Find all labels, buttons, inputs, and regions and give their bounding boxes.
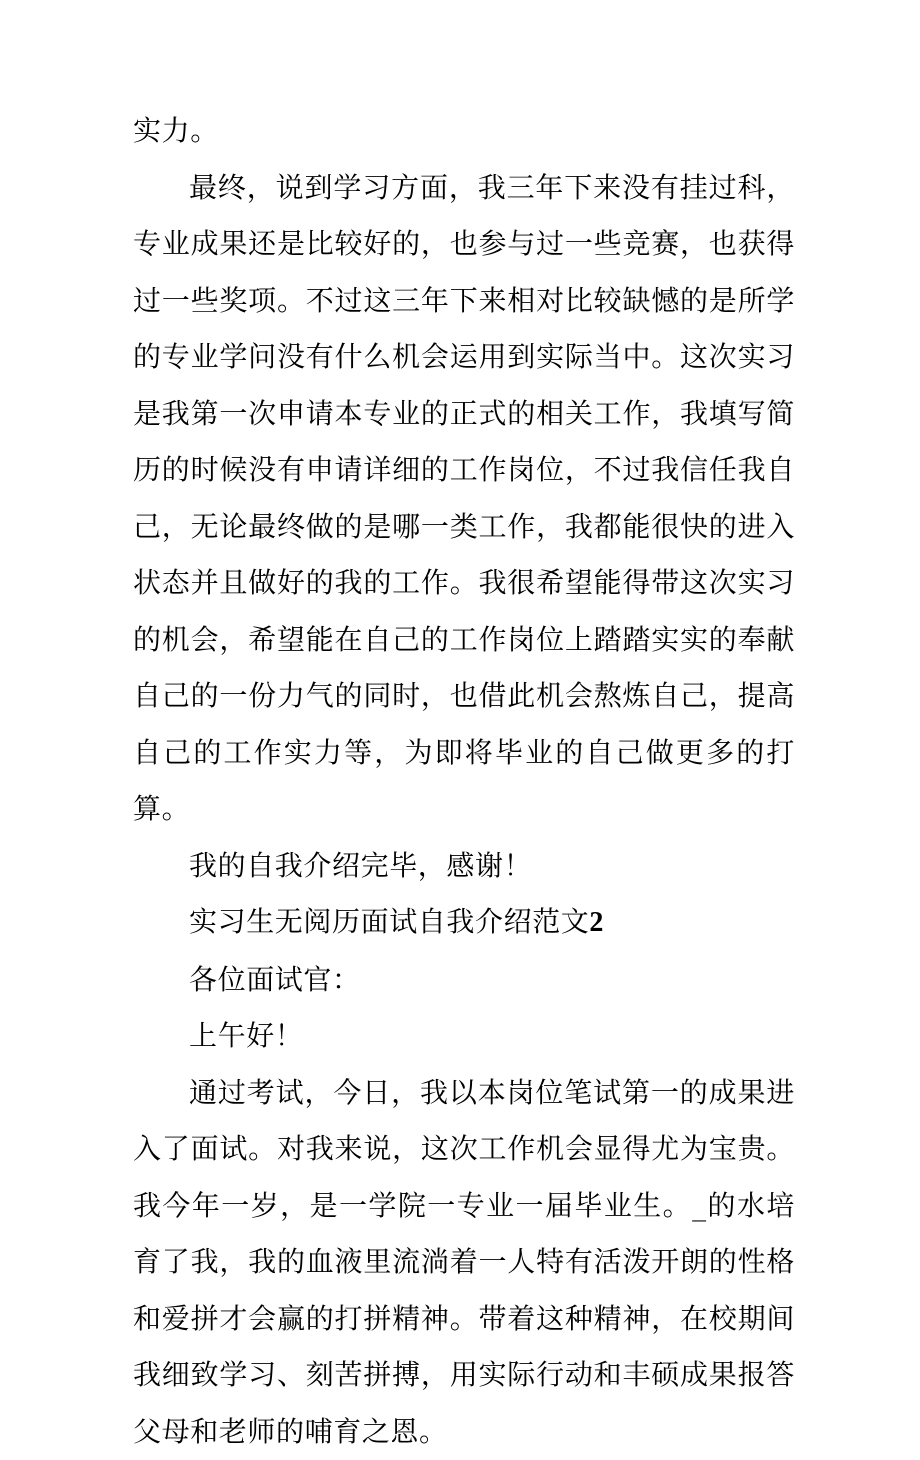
section-heading — [133, 894, 795, 952]
greeting-line: 各位面试官： — [133, 952, 795, 1009]
paragraph-intro: 通过考试，今日，我以本岗位笔试第一的成果进入了面试。对我来说，这次工作机会显得尤为宝贵。我今年一岁，是一学院一专业一届毕业生。_的水培育了我，我的血液里流淌着一人特有活泼开朗的性格和爱拼才会赢的打拼精神。带着这种精神，在校期间我细致学习、刻苦拼搏，用实际行动和丰硕成果报答父母和老师的哺育之恩。 — [133, 1065, 795, 1460]
section-heading-number: 2 — [589, 907, 604, 938]
paragraph-closing: 我的自我介绍完毕，感谢！ — [133, 838, 795, 895]
paragraph-continuation: 实力。 — [133, 103, 795, 160]
paragraph-study: 最终，说到学习方面，我三年下来没有挂过科，专业成果还是比较好的，也参与过一些竞赛，也获得过一些奖项。不过这三年下来相对比较缺憾的是所学的专业学问没有什么机会运用到实际当中。这次实习是我第一次申请本专业的正式的相关工作，我填写简历的时候没有申请详细的工作岗位，不过我信任我自己，无论最终做的是哪一类工作，我都能很快的进入状态并且做好的我的工作。我很希望能得带这次实习的机会，希望能在自己的工作岗位上踏踏实实的奉献自己的一份力气的同时，也借此机会熬炼自己，提高自己的工作实力等，为即将毕业的自己做更多的打算。 — [133, 160, 795, 838]
salutation-line: 上午好！ — [133, 1008, 795, 1065]
section-heading-text: 实习生无阅历面试自我介绍范文 — [189, 905, 589, 938]
document-page — [133, 103, 795, 1460]
